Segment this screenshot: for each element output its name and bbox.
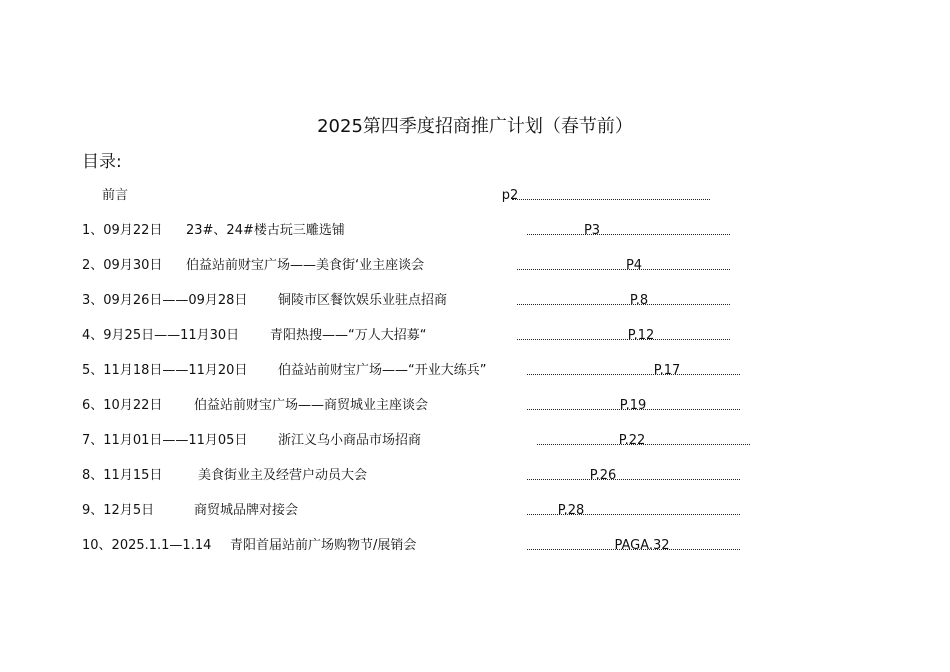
toc-page-ref: P.8 [629,293,649,308]
toc-page-ref: P.28 [557,503,585,518]
toc-entry-title: 伯益站前财宝广场——美食街‘业主座谈会 [186,258,425,273]
toc-row[interactable] [0,255,950,277]
toc-entry-title: 前言 [102,188,129,203]
toc-entry-title: 青阳热搜——“万人大招募“ [270,328,427,343]
dot-leader [517,255,730,277]
toc-heading: 目录: [82,152,122,172]
toc-row[interactable] [0,220,950,242]
toc-entry-date: 7、11月01日——11月05日 [82,433,248,448]
toc-entry-date: 3、09月26日——09月28日 [82,293,248,308]
toc-entry-date: 8、11月15日 [82,468,163,483]
dot-leader [512,185,710,207]
dot-leader [517,325,730,347]
toc-row[interactable] [0,465,950,487]
toc-entry-date: 1、09月22日 [82,223,163,238]
toc-entry-title: 伯益站前财宝广场——“开业大练兵” [278,363,487,378]
toc-row-preface[interactable] [0,185,950,207]
dot-leader [517,290,730,312]
toc-page-ref: P.17 [653,363,681,378]
toc-row[interactable] [0,290,950,312]
toc-entry-title: 浙江义乌小商品市场招商 [278,433,422,448]
toc-entry-date: 5、11月18日——11月20日 [82,363,248,378]
toc-entry-date: 10、2025.1.1—1.14 [82,538,212,553]
toc-row[interactable] [0,500,950,522]
dot-leader [527,465,740,487]
toc-entry-title: 23#、24#楼古玩三雕选铺 [186,223,345,238]
toc-page-ref: P4 [625,258,643,273]
toc-page-ref: P3 [583,223,601,238]
toc-page-ref: P.22 [618,433,646,448]
toc-entry-title: 青阳首届站前广场购物节/展销会 [230,538,417,553]
toc-entry-date: 9、12月5日 [82,503,155,518]
dot-leader [527,360,740,382]
toc-row[interactable] [0,395,950,417]
toc-entry-date: 2、09月30日 [82,258,163,273]
toc-row[interactable] [0,325,950,347]
toc-page-ref: PAGA.32 [614,538,670,553]
toc-page-ref: p2 [501,188,519,203]
toc-row[interactable] [0,430,950,452]
dot-leader [527,220,730,242]
toc-row[interactable] [0,360,950,382]
toc-entry-title: 商贸城品牌对接会 [194,503,299,518]
toc-entry-title: 伯益站前财宝广场——商贸城业主座谈会 [194,398,429,413]
toc-entry-date: 4、9月25日——11月30日 [82,328,240,343]
toc-page-ref: P.12 [627,328,655,343]
toc-page-ref: P.19 [619,398,647,413]
toc-entry-title: 铜陵市区餐饮娱乐业驻点招商 [278,293,448,308]
toc-entry-date: 6、10月22日 [82,398,163,413]
document-title: 2025第四季度招商推广计划（春节前） [317,116,633,137]
toc-entry-title: 美食街业主及经营户动员大会 [198,468,368,483]
toc-page-ref: P.26 [589,468,617,483]
toc-row[interactable] [0,535,950,557]
